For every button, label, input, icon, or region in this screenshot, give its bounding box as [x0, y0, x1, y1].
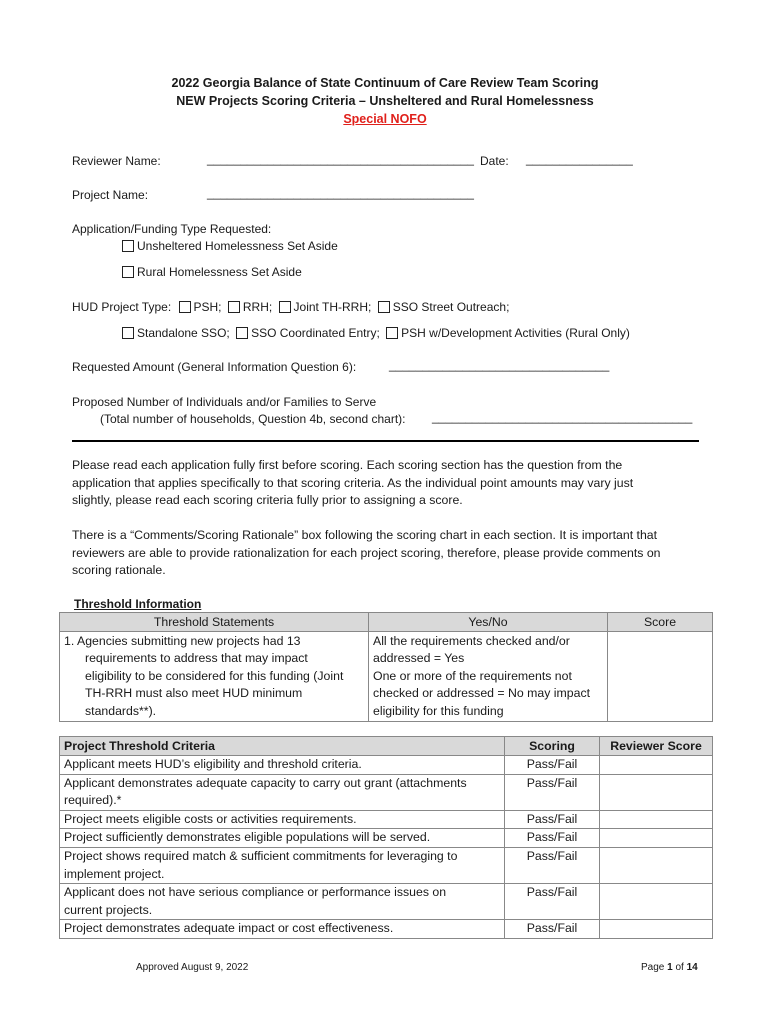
checkbox-psh[interactable] [179, 301, 191, 313]
page-total: 14 [686, 962, 698, 973]
option-unsheltered[interactable] [122, 239, 338, 253]
threshold-row [60, 632, 713, 722]
criteria-row [60, 810, 713, 829]
page-prefix: Page [641, 962, 665, 973]
statement-line: TH-RRH must also meet HUD minimum [85, 686, 303, 701]
criteria-cell [60, 920, 505, 939]
checkbox-joint-th-rrh[interactable] [279, 301, 291, 313]
project-name-field[interactable]: ________________________________________ [207, 186, 474, 200]
criteria-table [59, 736, 713, 939]
divider [72, 440, 699, 442]
doc-title-line1: 2022 Georgia Balance of State Continuum of Care Review Team Scoring [171, 76, 599, 90]
hud-label: HUD Project Type: [72, 300, 172, 314]
requested-amount-field[interactable]: _________________________________ [389, 358, 610, 372]
hud-standalone-label: Standalone SSO; [137, 326, 230, 340]
criteria-row [60, 847, 713, 883]
hud-sso-outreach-label: SSO Street Outreach; [392, 300, 510, 314]
col-threshold-statements: Threshold Statements [60, 613, 369, 632]
col-yes-no: Yes/No [369, 613, 608, 632]
page-current: 1 [667, 962, 673, 973]
proposed-sub-label: (Total number of households, Question 4b, second chart): [100, 412, 406, 426]
instructions-line: reviewers are able to provide rationalization for each project scoring, therefore, please provide comments on [72, 545, 661, 560]
app-type-label: Application/Funding Type Requested: [72, 222, 272, 236]
criteria-line: implement project. [64, 866, 165, 881]
yesno-line: addressed = Yes [373, 651, 465, 666]
date-field[interactable]: ________________ [526, 152, 633, 166]
scoring-cell: Pass/Fail [505, 756, 600, 775]
scoring-cell: Pass/Fail [505, 829, 600, 848]
threshold-score-cell[interactable] [608, 632, 713, 722]
requested-label: Requested Amount (General Information Question 6): [72, 360, 357, 374]
threshold-statement-cell [60, 632, 369, 722]
footer-approved: Approved August 9, 2022 [136, 962, 249, 973]
instructions-line: application that applies specifically to that scoring criteria. As the individual point amounts may vary just [72, 475, 634, 490]
col-score: Score [608, 613, 713, 632]
col-reviewer-score: Reviewer Score [600, 737, 713, 756]
criteria-line: Project meets eligible costs or activities requirements. [64, 811, 357, 826]
criteria-header-row [60, 737, 713, 756]
footer-page-number [641, 962, 698, 973]
threshold-header-row [60, 613, 713, 632]
checkbox-rrh[interactable] [228, 301, 240, 313]
reviewer-name-field[interactable]: ________________________________________ [207, 152, 474, 166]
date-label: Date: [480, 154, 509, 168]
checkbox-unsheltered[interactable] [122, 240, 134, 252]
checkbox-sso-outreach[interactable] [378, 301, 390, 313]
criteria-cell [60, 829, 505, 848]
hud-rrh-label: RRH; [242, 300, 273, 314]
scoring-cell: Pass/Fail [505, 920, 600, 939]
yesno-line: All the requirements checked and/or [373, 634, 570, 648]
criteria-cell [60, 847, 505, 883]
col-scoring: Scoring [505, 737, 600, 756]
reviewer-score-cell[interactable] [600, 756, 713, 775]
criteria-cell [60, 774, 505, 810]
reviewer-score-cell[interactable] [600, 810, 713, 829]
reviewer-label: Reviewer Name: [72, 154, 161, 168]
criteria-line: Project sufficiently demonstrates eligible populations will be served. [64, 830, 431, 845]
hud-psh-dev-label: PSH w/Development Activities (Rural Only) [401, 326, 630, 340]
proposed-label: Proposed Number of Individuals and/or Families to Serve [72, 395, 377, 409]
statement-line: requirements to address that may impact [85, 651, 308, 666]
scoring-cell: Pass/Fail [505, 847, 600, 883]
reviewer-score-cell[interactable] [600, 847, 713, 883]
criteria-line: Project demonstrates adequate impact or cost effectiveness. [64, 921, 394, 936]
criteria-row [60, 884, 713, 920]
option-rural[interactable] [122, 265, 302, 279]
threshold-table [59, 612, 713, 722]
statement-line: 1. Agencies submitting new projects had 13 [64, 634, 301, 648]
criteria-line: current projects. [64, 902, 153, 917]
option-rural-label: Rural Homelessness Set Aside [137, 265, 302, 279]
page-of: of [675, 962, 684, 973]
yesno-line: checked or addressed = No may impact [373, 686, 591, 701]
criteria-row [60, 774, 713, 810]
criteria-line: Applicant meets HUD’s eligibility and threshold criteria. [64, 757, 362, 771]
instructions-line: Please read each application fully first before scoring. Each scoring section has the question from the [72, 458, 623, 472]
scoring-cell: Pass/Fail [505, 810, 600, 829]
statement-line: eligibility to be considered for this funding (Joint [85, 668, 344, 683]
instructions-line: There is a “Comments/Scoring Rationale” box following the scoring chart in each section. It is important that [72, 528, 658, 542]
reviewer-score-cell[interactable] [600, 920, 713, 939]
statement-line: standards**). [85, 703, 157, 718]
criteria-row [60, 756, 713, 775]
hud-joint-label: Joint TH-RRH; [293, 300, 372, 314]
option-unsheltered-label: Unsheltered Homelessness Set Aside [137, 239, 338, 253]
criteria-line: Applicant demonstrates adequate capacity to carry out grant (attachments [64, 775, 467, 790]
hud-project-type [72, 300, 509, 314]
doc-title-line2: NEW Projects Scoring Criteria – Unsheltered and Rural Homelessness [176, 94, 594, 108]
criteria-line: required).* [64, 793, 122, 808]
instructions-paragraph-1 [72, 457, 702, 510]
checkbox-sso-ce[interactable] [236, 327, 248, 339]
reviewer-score-cell[interactable] [600, 884, 713, 920]
reviewer-score-cell[interactable] [600, 774, 713, 810]
criteria-row [60, 829, 713, 848]
doc-title-nofo: Special NOFO [343, 112, 427, 126]
criteria-cell [60, 810, 505, 829]
col-criteria: Project Threshold Criteria [60, 737, 505, 756]
instructions-line: scoring rationale. [72, 563, 166, 577]
criteria-cell [60, 756, 505, 775]
reviewer-score-cell[interactable] [600, 829, 713, 848]
scoring-cell: Pass/Fail [505, 884, 600, 920]
hud-sso-ce-label: SSO Coordinated Entry; [251, 326, 380, 340]
instructions-line: slightly, please read each scoring criteria fully prior to assigning a score. [72, 493, 463, 507]
checkbox-standalone-sso[interactable] [122, 327, 134, 339]
hud-psh-label: PSH; [193, 300, 222, 314]
proposed-number-field[interactable]: _______________________________________ [432, 410, 693, 424]
threshold-heading: Threshold Information [74, 597, 202, 611]
hud-project-type-row2 [122, 326, 630, 340]
checkbox-psh-dev[interactable] [386, 327, 398, 339]
yesno-line: eligibility for this funding [373, 703, 504, 718]
criteria-line: Project shows required match & sufficient commitments for leveraging to [64, 848, 458, 863]
criteria-row [60, 920, 713, 939]
checkbox-rural[interactable] [122, 266, 134, 278]
project-label: Project Name: [72, 188, 149, 202]
yesno-line: One or more of the requirements not [373, 668, 572, 683]
criteria-cell [60, 884, 505, 920]
threshold-yesno-cell [369, 632, 608, 722]
criteria-line: Applicant does not have serious compliance or performance issues on [64, 885, 447, 900]
instructions-paragraph-2 [72, 527, 702, 580]
scoring-cell: Pass/Fail [505, 774, 600, 810]
